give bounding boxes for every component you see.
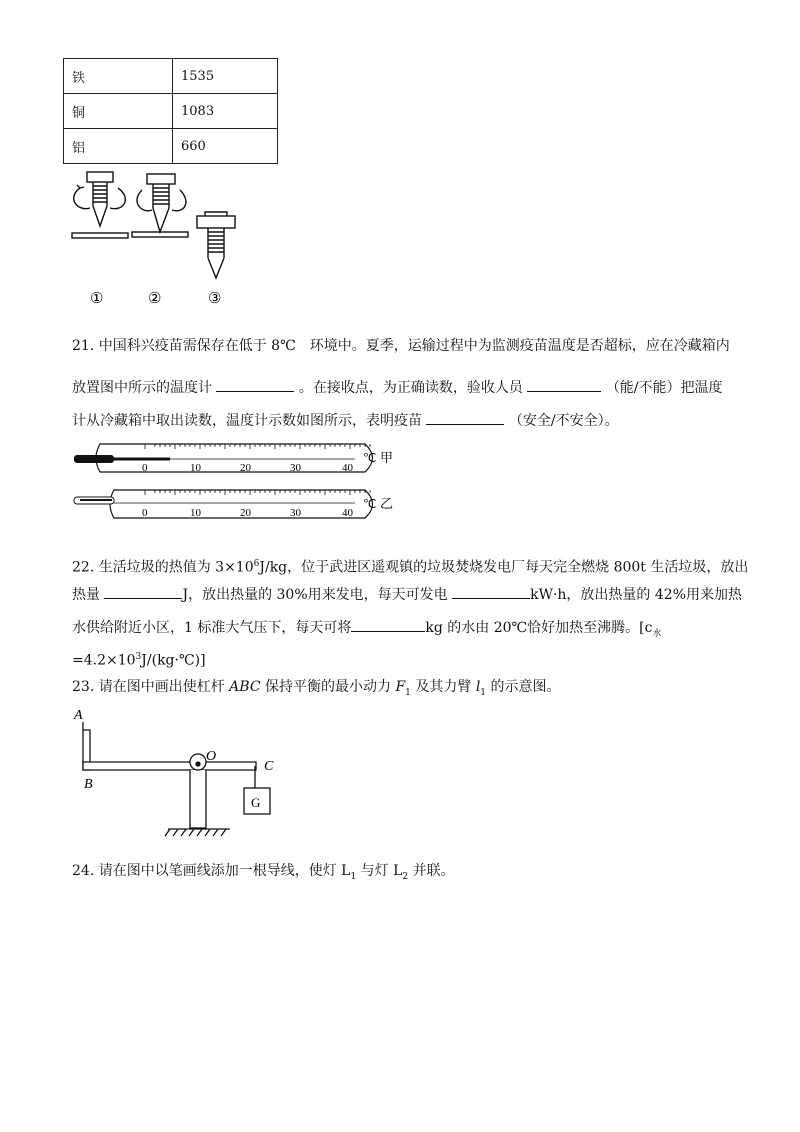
tick-label: 10 (190, 462, 201, 474)
thermometer-yi (74, 490, 393, 519)
point-b-label: B (84, 777, 93, 792)
lever-support (190, 770, 206, 828)
subscript: 1 (480, 687, 487, 698)
subscript: 1 (405, 687, 411, 698)
q21-text: （能/不能）把温度 (605, 380, 723, 396)
q21-text: 放置图中所示的温度计 (72, 380, 212, 396)
lever-figure (70, 700, 310, 840)
tick-label: 0 (142, 462, 148, 474)
screw-figure (60, 168, 260, 308)
thermometer-name: 甲 (380, 450, 394, 465)
q22-text: J/(kg·℃)] (141, 652, 206, 669)
exponent: 6 (253, 559, 260, 569)
q23-text: 的示意图。 (486, 679, 561, 695)
q22-line2 (72, 586, 742, 604)
figure-label-1: ① (90, 291, 104, 307)
answer-blank[interactable] (104, 586, 182, 599)
q24-text: 并联。 (408, 863, 455, 879)
answer-blank[interactable] (351, 619, 425, 632)
point-c-label: C (264, 759, 274, 774)
thermometer-jia (74, 444, 393, 474)
answer-blank[interactable] (527, 379, 601, 392)
table-row (64, 59, 278, 94)
thermometer-bulb (74, 455, 114, 463)
q24-text: 24. 请在图中以笔画线添加一根导线，使灯 L (72, 863, 351, 879)
point-o-label: O (206, 749, 217, 764)
thermometer-name: 乙 (380, 496, 394, 511)
figure-label-3: ③ (208, 291, 222, 307)
subscript: 水 (652, 628, 662, 639)
q22-text: =4.2×10 (72, 652, 136, 669)
screw-2 (132, 174, 188, 237)
q21-line1: 21. 中国科兴疫苗需保存在低于 8℃ 环境中。夏季，运输过程中为监测疫苗温度是否超标，应在冷藏箱内 (72, 338, 730, 354)
q24-prompt (72, 862, 455, 886)
q22-line3 (72, 619, 662, 643)
melting-value: 1083 (173, 94, 278, 129)
subscript: 1 (350, 871, 357, 882)
q23-text: 及其力臂 (410, 679, 476, 695)
table-row (64, 94, 278, 129)
q22-text: 22. 生活垃圾的热值为 3×10 (72, 559, 254, 576)
figure-label-2: ② (148, 291, 162, 307)
q22-text: 热量 (72, 587, 100, 603)
q21-line2 (72, 379, 723, 397)
q21-text: 计从冷藏箱中取出读数，温度计示数如图所示，表明疫苗 (72, 413, 422, 429)
q22-text: kg 的水由 20℃恰好加热至沸腾。[c (425, 620, 653, 636)
q22-line1 (72, 555, 748, 577)
screw-1 (72, 172, 128, 238)
weight-label: G (251, 795, 261, 810)
q23-text: l (475, 679, 481, 695)
melting-value: 660 (173, 129, 278, 164)
q23-text: 保持平衡的最小动力 (260, 679, 396, 695)
unit-label: ℃ (363, 497, 377, 511)
q21-text: （安全/不安全）。 (508, 413, 619, 429)
lever-beam (83, 762, 256, 770)
tick-label: 20 (240, 507, 251, 519)
unit-label: ℃ (363, 451, 377, 465)
metal-name: 铁 (64, 59, 173, 94)
screw-3 (197, 212, 235, 278)
thermometer-figure (70, 440, 410, 530)
tick-label: 20 (240, 462, 251, 474)
q23-text: 23. 请在图中画出使杠杆 (72, 679, 230, 695)
q23-text: F (395, 679, 406, 695)
answer-blank[interactable] (216, 379, 294, 392)
subscript: 2 (402, 871, 409, 882)
tick-label: 40 (342, 462, 353, 474)
q23-text: ABC (229, 679, 261, 695)
table-row (64, 129, 278, 164)
tick-label: 30 (290, 462, 301, 474)
q22-line4 (72, 648, 206, 670)
q21-line3 (72, 412, 619, 430)
q24-text: 与灯 L (356, 863, 403, 879)
melting-value: 1535 (173, 59, 278, 94)
q23-prompt (72, 678, 560, 702)
tick-label: 10 (190, 507, 201, 519)
q22-text: J/kg，位于武进区遥观镇的垃圾焚烧发电厂每天完全燃烧 800t 生活垃圾，放出 (259, 559, 749, 576)
q22-text: J，放出热量的 30%用来发电，每天可发电 (182, 587, 448, 603)
point-a-label: A (74, 708, 83, 723)
q21-text: 。在接收点，为正确读数，验收人员 (298, 380, 523, 396)
tick-label: 0 (142, 507, 148, 519)
answer-blank[interactable] (452, 586, 530, 599)
tick-label: 30 (290, 507, 301, 519)
answer-blank[interactable] (426, 412, 504, 425)
metal-name: 铜 (64, 94, 173, 129)
q22-text: kW·h，放出热量的 42%用来加热 (530, 587, 743, 603)
tick-label: 40 (342, 507, 353, 519)
exponent: 3 (135, 652, 142, 662)
melting-point-table (63, 58, 278, 164)
metal-name: 铝 (64, 129, 173, 164)
q22-text: 水供给附近小区，1 标准大气压下，每天可将 (72, 620, 352, 636)
